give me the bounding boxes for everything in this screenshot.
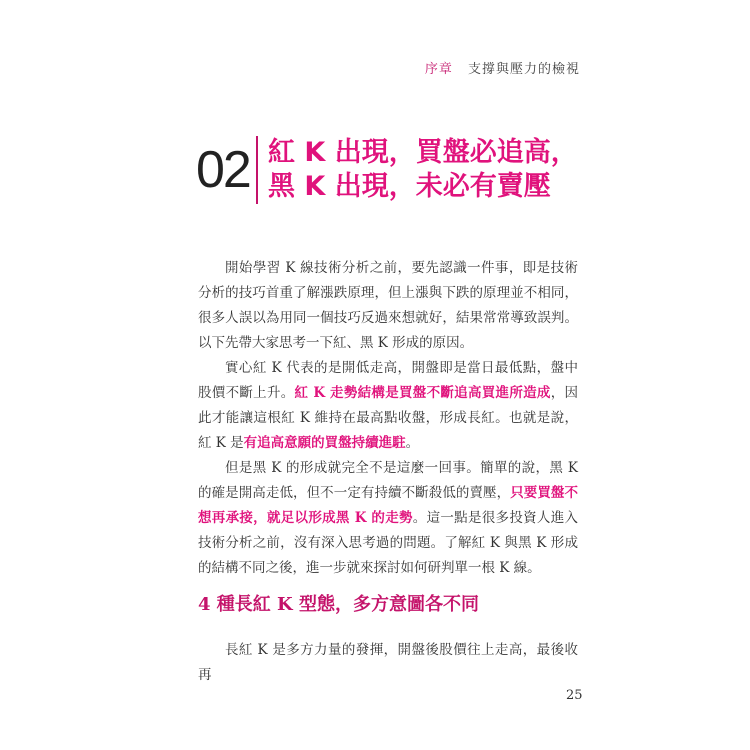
- page-header: [425, 58, 580, 77]
- paragraph-text: ，因此才能讓這根紅 K 維持在最高點收盤，形成長紅。也就是說，紅 K 是: [198, 385, 579, 451]
- section-heading: 4 種長紅 K 型態，多方意圖各不同: [198, 594, 479, 615]
- header-subtitle: 支撐與壓力的檢視: [467, 62, 580, 77]
- paragraph-text: 。這一點是很多投資人進入技術分析之前，沒有深入思考過的問題。了解紅 K 與黑 K 形成的結構不同之後，進一步就來探討如何研判單一根 K 線。: [198, 510, 578, 576]
- section-intro: 長紅 K 是多方力量的發揮，開盤後股價往上走高，最後收再: [198, 642, 578, 683]
- chapter-title-line-1: 紅 K 出現，買盤必追高，: [268, 137, 578, 168]
- highlighted-text: 有追高意願的買盤持續進駐: [243, 435, 406, 451]
- chapter-title-line-2: 黑 K 出現，未必有賣壓: [268, 171, 551, 202]
- body-paragraph: [198, 256, 578, 356]
- body-text: [198, 256, 578, 581]
- page-number: 25: [566, 688, 583, 703]
- chapter-title: [268, 136, 578, 204]
- paragraph-text: 開始學習 K 線技術分析之前，要先認識一件事，即是技術分析的技巧首重了解漲跌原理，但上漲與下跌的原理並不相同，很多人誤以為用同一個技巧反過來想就好，結果常常導致誤判。以下先帶大家思考一下紅、黑 K 形成的原因。: [198, 260, 578, 351]
- highlighted-text: 只要買盤不想再承接，就足以形成黑 K 的走勢: [198, 485, 578, 526]
- body-paragraph: [198, 356, 578, 456]
- chapter-number: 02: [196, 141, 250, 199]
- paragraph-text: 。: [405, 435, 420, 451]
- title-divider: [256, 136, 258, 204]
- paragraph-text: 但是黑 K 的形成就完全不是這麼一回事。簡單的說，黑 K 的確是開高走低，但不一定有持續不斷殺低的賣壓，: [198, 460, 578, 501]
- section-intro-block: [198, 638, 578, 688]
- header-chapter: 序章: [424, 62, 453, 77]
- body-paragraph: [198, 456, 578, 581]
- highlighted-text: 紅 K 走勢結構是買盤不斷追高買進所造成: [294, 385, 551, 401]
- paragraph-text: 實心紅 K 代表的是開低走高，開盤即是當日最低點，盤中股價不斷上升。: [198, 360, 578, 401]
